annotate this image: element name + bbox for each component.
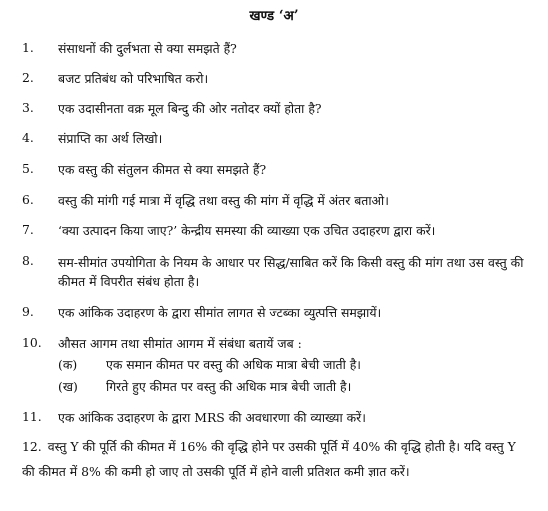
question-text: संप्राप्ति का अर्थ लिखो। xyxy=(58,131,163,146)
question-text: वस्तु की मांगी गई मात्रा में वृद्धि तथा वस्तु की मांग में वृद्धि में अंतर बताओ। xyxy=(58,193,389,208)
question-text: एक आंकिक उदाहरण के द्वारा MRS की अवधारणा की व्याख्या करें। xyxy=(58,410,366,425)
question-text: एक आंकिक उदाहरण के द्वारा सीमांत लागत से ज्टब्का व्युत्पत्ति समझायें। xyxy=(58,305,382,320)
question-number: 6. xyxy=(22,192,34,207)
question-number: 11. xyxy=(22,409,42,424)
question-text: वस्तु Y की पूर्ति की कीमत में 16% की वृद्धि होने पर उसकी पूर्ति में 40% की वृद्धि होती है। यदि वस्तु Y की कीमत में 8% की कमी हो जाए तो उसकी पूर्ति में होने वाली प्रतिशत कमी ज्ञात करें। xyxy=(22,439,516,479)
question-text: एक वस्तु की संतुलन कीमत से क्या समझते हैं? xyxy=(58,162,267,177)
question-text: बजट प्रतिबंध को परिभाषित करो। xyxy=(58,71,209,86)
question-number: 2. xyxy=(22,70,34,85)
sub-question-text: गिरते हुए कीमत पर वस्तु की अधिक मात्र बेची जाती है। xyxy=(106,379,352,394)
sub-question-label: (ख) xyxy=(58,379,78,394)
question-text: संसाधनों की दुर्लभता से क्या समझते हैं? xyxy=(58,41,237,56)
question-text: सम-सीमांत उपयोगिता के नियम के आधार पर सिद्ध/साबित करें कि किसी वस्तु की मांग तथा उस वस्तु की कीमत में विपरीत संबंध होता है। xyxy=(58,255,524,289)
question-number: 4. xyxy=(22,130,34,145)
question-number: 9. xyxy=(22,304,34,319)
question-number: 7. xyxy=(22,222,34,237)
sub-question-kha xyxy=(58,378,351,395)
question-number: 3. xyxy=(22,100,34,115)
sub-question-ka xyxy=(58,356,361,373)
question-number: 12. xyxy=(22,439,42,454)
question-number: 10. xyxy=(22,335,42,350)
question-number: 8. xyxy=(22,253,34,268)
question-number: 5. xyxy=(22,161,34,176)
question-text: औसत आगम तथा सीमांत आगम में संबंधा बतायें जब : xyxy=(58,336,302,351)
sub-question-text: एक समान कीमत पर वस्तु की अधिक मात्रा बेची जाती है। xyxy=(106,357,362,372)
question-number: 1. xyxy=(22,40,34,55)
question-12 xyxy=(22,434,522,484)
question-text: ‘क्या उत्पादन किया जाए?’ केन्द्रीय समस्या की व्याख्या एक उचित उदाहरण द्वारा करें। xyxy=(58,223,436,238)
sub-question-label: (क) xyxy=(58,357,78,372)
question-text: एक उदासीनता वक्र मूल बिन्दु की ओर नतोदर क्यों होता है? xyxy=(58,101,322,116)
section-title: खण्ड ‘अ’ xyxy=(249,8,299,24)
